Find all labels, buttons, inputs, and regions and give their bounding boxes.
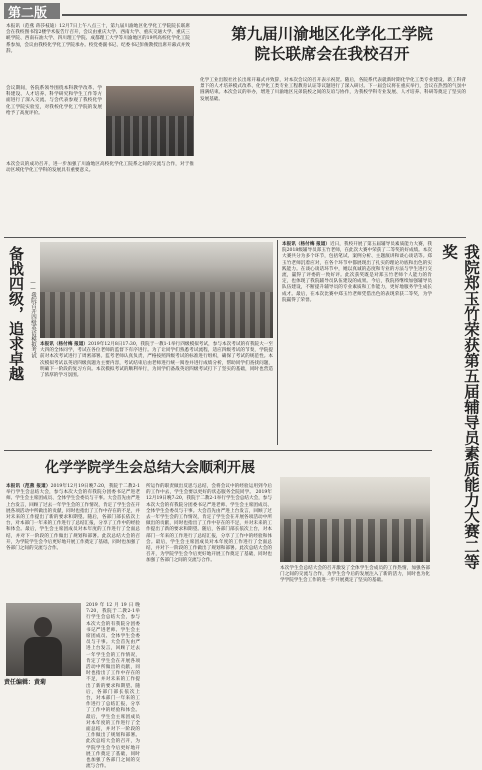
article4-photo-speaker — [6, 603, 81, 676]
article2-title: 备战四级，追求卓越 — [7, 246, 25, 381]
article2-photo-exam-hall — [40, 242, 273, 338]
article1-paragraph-3: 本次会议的成功召开，进一步加强了川渝地区高校化学化工院系之间的交流与合作，对于推动区域化学化工学科的发展具有重要意义。 — [6, 162, 194, 174]
article4-photo-group — [280, 477, 430, 562]
article4-middle-column: 所运作的职责做出反思与总结，会将会议中的经验运用到今后的工作中去，学生会要以更好的状态服务全院同学。 2019年12月19日晚7:20，我院于二教2-1举行学生会总结大会，参与本次大会的有我院分团委书记严进老师、学生会主席团成员、全体学生会委员与干事。大会首先由严进上台发言，回顾了过去一年学生会的工作情况，肯定了学生会在开展各项活动中所做出的贡献，同时也指出了工作中存在的不足，并对未来的工作提出了新的要求和期望。随后，各部门部长依次上台，对本部门一年来的工作进行了总结汇报，分享了工作中的经验和体会。最后，学生会主席团成员对本年度的工作进行了全面总结，并对下一阶段的工作做出了规划和部署。此次总结大会的召开，为学院学生会今后更好地开展工作奠定了基础，同时也加强了各部门之间的交流与合作。 — [146, 484, 272, 564]
article2-body: 本报讯（杨付梅 报道）2019年12月8日17:30，我院于一教1-1举行四级模拟考试，参与本次考试的有我院大一至大四的全体同学，考试在各位老师的监督下有序进行。为了让同学们熟悉考试流程，适应四级考试的节奏，学院提前对本次考试进行了周密部署。监考老师认真负责，严格按照四级考试的标准进行组织，确保了考试的规范性。本次模拟考试以英语四级真题为主要内容，考试结束后由老师进行统一阅卷并进行成绩分析，帮助同学们查找问题，明确下一阶段的复习方向。本次模拟考试的顺利举行，为同学们备战英语四级考试打下了坚实的基础，同时也营造了浓厚的学习氛围。 — [40, 342, 273, 379]
article4-conclusion: 本次学生会总结大会的召开激发了全体学生会成员的工作热情，加强各部门之间的交流与合作，为学生会今后的发展注入了新的活力，同时也为化学学院学生会工作的进一步开展奠定了坚实的基础。 — [280, 566, 430, 584]
article1-title-line2: 院长联席会在我校召开 — [254, 45, 410, 63]
divider-1 — [4, 237, 466, 238]
divider-2 — [4, 450, 432, 451]
article4-body-continued: 2019年12月19日晚7:20，我院于二教2-1举行学生会总结大会，参与本次大会的有我院分团委书记严进老师、学生会主席团成员、全体学生会委员与干事。大会首先由严进上台发言，回顾了过去一年学生会的工作情况，肯定了学生会在开展各项活动中所做出的贡献，同时也指出了工作中存在的不足，并对未来的工作提出了新的要求和期望。随后，各部门部长依次上台，对本部门一年来的工作进行了总结汇报，分享了工作中的经验和体会。最后，学生会主席团成员对本年度的工作进行了全面总结，并对下一阶段的工作做出了规划和部署。此次总结大会的召开，为学院学生会今后更好地开展工作奠定了基础，同时也加强了各部门之间的交流与合作。 — [86, 603, 140, 770]
article4-byline: 本报讯（范燕 报道） — [6, 484, 51, 489]
article3-byline: 本报讯（杨付梅 报道） — [282, 242, 331, 247]
editor-credit: 责任编辑：黄菊 — [4, 679, 47, 686]
article1-photo-meeting — [106, 86, 194, 156]
section-label: 第二版 — [8, 6, 48, 21]
article1-title-line1: 第九届川渝地区化学化工学院 — [231, 25, 433, 43]
article4-body: 本报讯（范燕 报道）2019年12月19日晚7:20，我院于二教2-1举行学生会总结大会，参与本次大会的有我院分团委书记严进老师、学生会主席团成员、全体学生会委员与干事。大会首先由严进上台发言，回顾了过去一年学生会的工作情况，肯定了学生会在开展各项活动中所做出的贡献，同时也指出了工作中存在的不足，并对未来的工作提出了新的要求和期望。随后，各部门部长依次上台，对本部门一年来的工作进行了总结汇报，分享了工作中的经验和体会。最后，学生会主席团成员对本年度的工作进行了全面总结，并对下一阶段的工作做出了规划和部署。此次总结大会的召开，为学院学生会今后更好地开展工作奠定了基础，同时也加强了各部门之间的交流与合作。 — [6, 484, 140, 552]
vertical-divider — [277, 240, 278, 445]
article3-body: 本报讯（杨付梅 报道）近日，我校开展了第五届辅导员素质能力大赛，我院2018级辅导员郑玉竹老师，在此次大赛中荣获了二等奖的好成绩。本次大赛共分为多个环节，包括笔试、案例分析、主题演讲和谈心谈话等。郑玉竹老师沉着应对，在各个环节中都展现出了扎实的理论功底和出色的实践能力。在谈心谈话环节中，她以真诚的态度和专业的方法与学生进行交流，赢得了评委的一致好评。此次获奖既是对郑玉竹老师个人能力的肯定，也体现了我院辅导员队伍建设的成果。今后，我院将继续加强辅导员队伍建设，不断提升辅导员的专业素质和工作能力，更好地服务学生成长成才。最后，在本次比赛中郑玉竹老师凭借出色的表现荣获二等奖，为学院赢得了荣誉。 — [282, 242, 432, 303]
article4-title: 化学学院学生会总结大会顺利开展 — [45, 460, 255, 476]
article1-headline — [198, 24, 466, 74]
article2-byline: 本报讯（杨付梅 报道） — [40, 342, 89, 347]
article2-subtitle: ——我院召开四级英语模拟考试 — [30, 280, 36, 358]
header-rule — [62, 14, 467, 16]
page-header — [0, 0, 471, 22]
article1-lead: 本报讯（范燕 蒋莎枝迪）12月7日上午八点三十，第九届川渝地区化学化工学院院长联席会在我校图书馆2楼学术报告厅召开，会议由重庆大学、西南大学、重庆交通大学、重庆三峡学院、西南石油大学、四川理工学院、成都理工大学等川渝地区的19所高校化学化工院系参加，会议由我校化学化工学院承办。校党委副书记、纪委书记彭俊教授出席开幕式并致辞。 — [6, 24, 190, 54]
article1-right-column: 化学工业出版社社长出席开幕式并致辞，对本次会议的召开表示祝贺。随后，各院系代表就新时期化学化工类专业建设、新工科背景下的人才培养模式改革、化学化工类专业工程教育认证等议题进行了深入研讨。下一届会议将在重庆举行，会议在热烈的气氛中圆满结束。本次会议的举办，增进了川渝地区兄弟院校之间的友谊与协作，为我校学科专业发展、人才培养、科研等奠定了坚实的发展基础。 — [200, 78, 466, 102]
article3-title: 我院郑玉竹荣获第五届辅导员素质能力大赛二等奖 — [440, 244, 480, 570]
article1-paragraph-2: 会议期间，各院系领导围绕本科教学改革、学科建设、人才培养、科学研究和学生工作等方面进行了深入交流。与会代表参观了我校化学化工学院实验室，对我校化学化工学院的发展给予了高度评价。 — [6, 86, 102, 116]
